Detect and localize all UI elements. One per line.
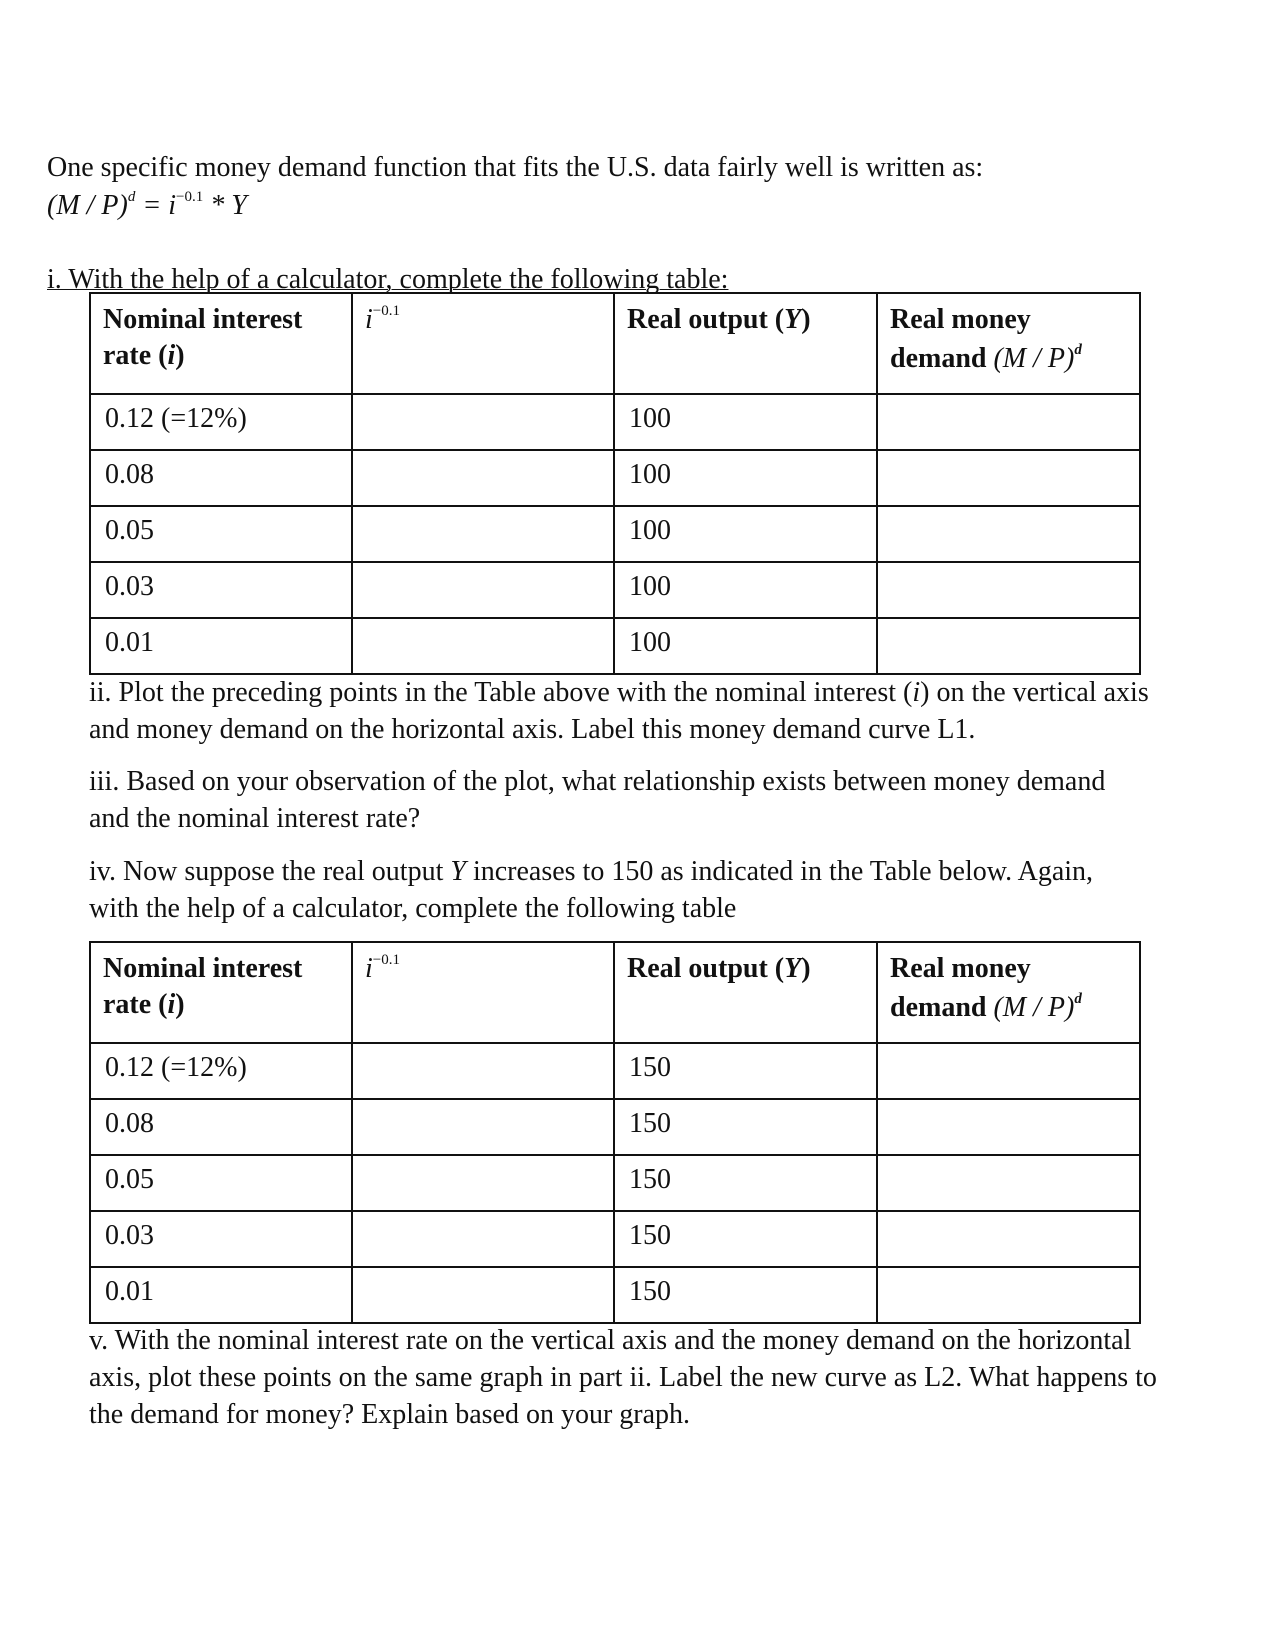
header-col4-line1: Real money — [890, 304, 1031, 335]
answer-cell[interactable] — [877, 1211, 1140, 1267]
part-ii-post: ) on the vertical axis and money demand on the horizontal axis. Label this money demand curve L1. — [89, 677, 1149, 745]
eq-eq: = i — [135, 190, 177, 221]
eq-lhs: (M / P) — [47, 190, 128, 221]
header-col3-close: ) — [801, 953, 811, 984]
answer-cell[interactable] — [877, 1267, 1140, 1323]
output-cell: 150 — [629, 1052, 671, 1083]
rate-cell: 0.03 — [105, 1220, 154, 1251]
output-cell: 150 — [629, 1220, 671, 1251]
header-col3-var: Y — [784, 953, 802, 984]
answer-cell[interactable] — [352, 1267, 614, 1323]
header-real-output — [614, 942, 877, 1043]
answer-cell[interactable] — [877, 506, 1140, 562]
rate-cell: 0.08 — [105, 1108, 154, 1139]
header-real-money-demand — [877, 942, 1140, 1043]
answer-cell[interactable] — [352, 1043, 614, 1099]
header-col4-expr: (M / P) — [993, 992, 1075, 1023]
header-col1-line2: rate ( — [103, 340, 168, 371]
part-iv-var: Y — [450, 856, 466, 887]
answer-cell[interactable] — [352, 1155, 614, 1211]
output-cell: 150 — [629, 1108, 671, 1139]
table-row — [90, 618, 1140, 674]
header-real-output — [614, 293, 877, 394]
output-cell: 150 — [629, 1164, 671, 1195]
header-col4-sup: d — [1074, 991, 1082, 1007]
output-cell: 100 — [629, 571, 671, 602]
answer-cell[interactable] — [352, 1211, 614, 1267]
header-col1-var: i — [167, 989, 176, 1020]
table-row — [90, 506, 1140, 562]
eq-rhs: * Y — [203, 190, 247, 221]
money-demand-equation — [47, 188, 247, 228]
part-iv-post: increases to 150 as indicated in the Table below. Again, with the help of a calculator, complete the following table — [89, 856, 1094, 924]
part-v-instruction: v. With the nominal interest rate on the vertical axis and the money demand on the horizontal axis, plot these points on the same graph in part ii. Label the new curve as L2. What happens to the demand for money? Explain based on your graph. — [89, 1325, 1157, 1430]
part-i-instruction: i. With the help of a calculator, complete the following table: — [47, 264, 729, 295]
intro-line: One specific money demand function that fits the U.S. data fairly well is written as: — [47, 152, 984, 183]
output-cell: 100 — [629, 627, 671, 658]
header-col3-text: Real output ( — [627, 304, 785, 335]
header-real-money-demand — [877, 293, 1140, 394]
header-col2-base: i — [365, 953, 373, 984]
answer-cell[interactable] — [352, 450, 614, 506]
rate-cell: 0.12 (=12%) — [105, 1052, 247, 1083]
part-iii-question: iii. Based on your observation of the plot, what relationship exists between money demand and the nominal interest rate? — [89, 766, 1106, 834]
output-cell: 150 — [629, 1276, 671, 1307]
table-header-row — [90, 942, 1140, 1043]
header-col3-var: Y — [784, 304, 802, 335]
header-col1-var: i — [167, 340, 176, 371]
output-cell: 100 — [629, 459, 671, 490]
header-nominal-rate — [90, 293, 352, 394]
answer-cell[interactable] — [877, 1155, 1140, 1211]
header-col1-close: ) — [175, 989, 185, 1020]
answer-cell[interactable] — [877, 394, 1140, 450]
answer-cell[interactable] — [877, 562, 1140, 618]
header-col3-close: ) — [801, 304, 811, 335]
answer-cell[interactable] — [352, 562, 614, 618]
header-col4-line2: demand — [890, 992, 987, 1023]
table-row — [90, 394, 1140, 450]
rate-cell: 0.05 — [105, 515, 154, 546]
part-ii-pre: ii. Plot the preceding points in the Table above with the nominal interest ( — [89, 677, 913, 708]
answer-cell[interactable] — [352, 394, 614, 450]
header-i-power — [352, 293, 614, 394]
header-col1-line1: Nominal interest — [103, 304, 303, 335]
table-row — [90, 1043, 1140, 1099]
header-col4-line1: Real money — [890, 953, 1031, 984]
answer-cell[interactable] — [352, 618, 614, 674]
eq-lhs-sup: d — [127, 189, 136, 205]
header-col1-line1: Nominal interest — [103, 953, 303, 984]
table-row — [90, 562, 1140, 618]
part-iv-instruction — [89, 853, 1149, 927]
rate-cell: 0.01 — [105, 1276, 154, 1307]
header-i-power — [352, 942, 614, 1043]
eq-exp: −0.1 — [176, 189, 204, 205]
header-col4-expr: (M / P) — [993, 343, 1075, 374]
table-y150 — [89, 941, 1141, 1324]
answer-cell[interactable] — [877, 1043, 1140, 1099]
answer-cell[interactable] — [877, 450, 1140, 506]
rate-cell: 0.05 — [105, 1164, 154, 1195]
header-col1-line2: rate ( — [103, 989, 168, 1020]
header-col1-close: ) — [175, 340, 185, 371]
table-row — [90, 450, 1140, 506]
table-header-row — [90, 293, 1140, 394]
header-col2-exp: −0.1 — [372, 303, 400, 319]
rate-cell: 0.01 — [105, 627, 154, 658]
output-cell: 100 — [629, 515, 671, 546]
rate-cell: 0.12 (=12%) — [105, 403, 247, 434]
answer-cell[interactable] — [877, 1099, 1140, 1155]
answer-cell[interactable] — [352, 1099, 614, 1155]
header-nominal-rate — [90, 942, 352, 1043]
part-ii-var: i — [912, 677, 921, 708]
header-col3-text: Real output ( — [627, 953, 785, 984]
part-iv-pre: iv. Now suppose the real output — [89, 856, 451, 887]
table-row — [90, 1211, 1140, 1267]
table-row — [90, 1099, 1140, 1155]
header-col2-base: i — [365, 304, 373, 335]
table-row — [90, 1155, 1140, 1211]
answer-cell[interactable] — [352, 506, 614, 562]
header-col2-exp: −0.1 — [372, 952, 400, 968]
rate-cell: 0.08 — [105, 459, 154, 490]
answer-cell[interactable] — [877, 618, 1140, 674]
table-y100 — [89, 292, 1141, 675]
header-col4-line2: demand — [890, 343, 987, 374]
table-row — [90, 1267, 1140, 1323]
header-col4-sup: d — [1074, 342, 1082, 358]
part-ii-instruction — [89, 674, 1149, 748]
output-cell: 100 — [629, 403, 671, 434]
rate-cell: 0.03 — [105, 571, 154, 602]
